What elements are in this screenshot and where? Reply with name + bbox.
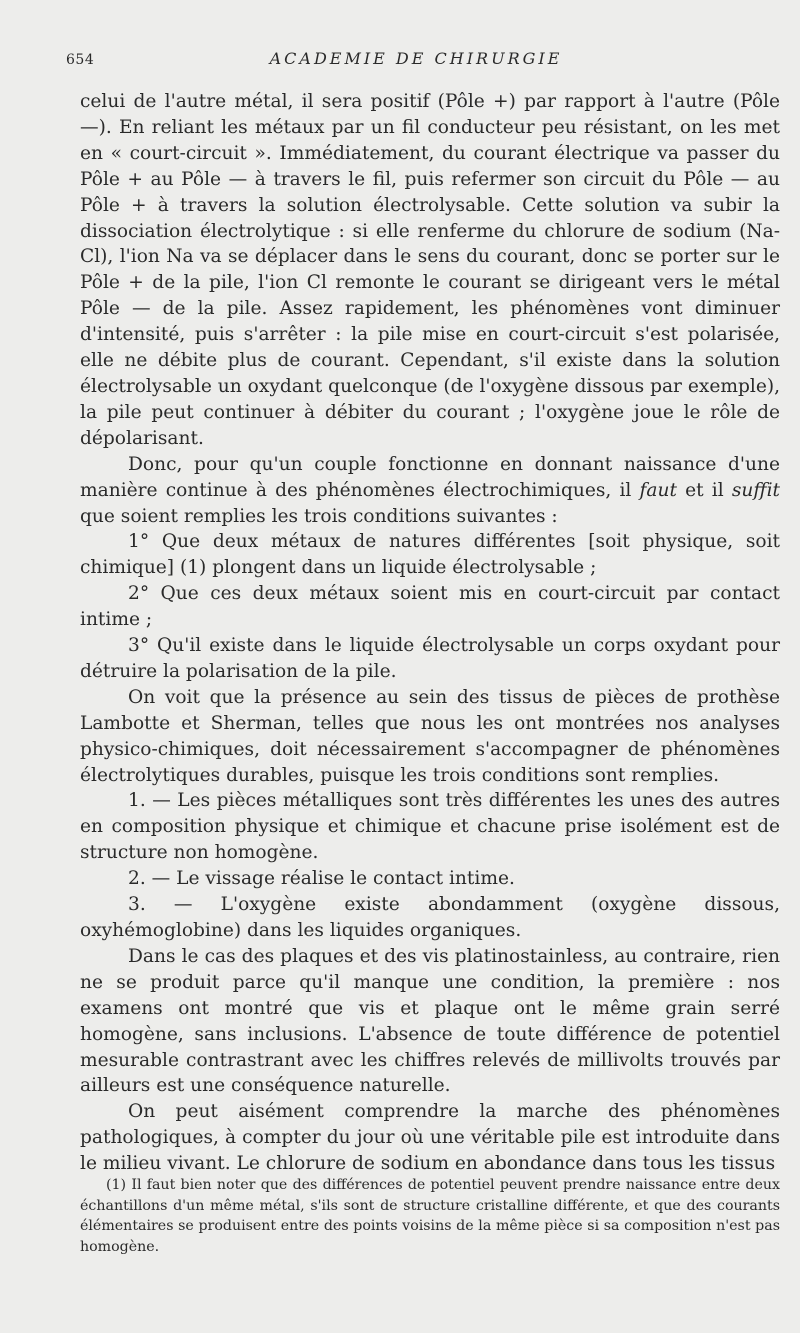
footnotes: [80, 1175, 780, 1257]
point-1: 1. — Les pièces métalliques sont très différentes les unes des autres en composition physique et chimique et chacune prise isolément est de structure non homogène.: [80, 790, 780, 864]
paragraph-text: que soient remplies les trois conditions suivantes :: [80, 505, 558, 527]
body-text: [80, 89, 780, 1177]
point-3: 3. — L'oxygène existe abondamment (oxygène dissous, oxyhémoglobine) dans les liquides organiques.: [80, 894, 780, 941]
condition-2: 2° Que ces deux métaux soient mis en court-circuit par contact intime ;: [80, 583, 780, 631]
page-header: [66, 49, 766, 71]
paragraph-intro: celui de l'autre métal, il sera positif (Pôle +) par rapport à l'autre (Pôle —). En reliant les métaux par un fil conducteur peu résistant, on les met en « court-circuit ». Immédiatement, du courant électrique va passer du Pôle + au Pôle — à travers le fil, puis refermer son circuit du Pôle — au Pôle + à travers la solution électrolysable. Cette solution va subir la dissociation électrolytique : si elle renferme du chlorure de sodium (Na-Cl), l'ion Na va se déplacer dans le sens du courant, donc se porter sur le Pôle + de la pile, l'ion Cl remonte le courant se dirigeant vers le métal Pôle — de la pile. Assez rapidement, les phénomènes vont diminuer d'intensité, puis s'arrêter : la pile mise en court-circuit s'est polarisée, elle ne débite plus de courant. Cependant, s'il existe dans la solution électrolysable un oxydant quelconque (de l'oxygène dissous par exemple), la pile peut continuer à débiter du courant ; l'oxygène joue le rôle de dépolarisant.: [80, 91, 780, 449]
footnote-1: (1) Il faut bien noter que des différences de potentiel peuvent prendre naissance entre deux échantillons d'un même métal, s'ils sont de structure cristalline différente, et que des courants élémentaires se produisent entre des points voisins de la même pièce si sa composition n'est pas homogène.: [80, 1177, 780, 1255]
paragraph-text: et il: [676, 479, 732, 501]
emphasis-suffit: suffit: [731, 479, 780, 501]
emphasis-faut: faut: [639, 479, 677, 501]
paragraph-prosthesis: On voit que la présence au sein des tissus de pièces de prothèse Lambotte et Sherman, telles que nous les ont montrées nos analyses physico-chimiques, doit nécessairement s'accompagner de phénomènes électrolytiques durables, puisque les trois conditions sont remplies.: [80, 686, 780, 786]
paragraph-pathology: On peut aisément comprendre la marche des phénomènes pathologiques, à compter du jour où une véritable pile est introduite dans le milieu vivant. Le chlorure de sodium en abondance dans tous les tissus: [80, 1101, 780, 1175]
point-2: 2. — Le vissage réalise le contact intime.: [128, 868, 515, 890]
paragraph-text: Donc, pour qu'un couple fonctionne en donnant naissance d'une manière continue à des phénomènes électrochimiques, il: [80, 453, 780, 501]
paragraph-conditions-intro: [80, 452, 780, 530]
page-number: 654: [66, 52, 95, 68]
condition-3: 3° Qu'il existe dans le liquide électrolysable un corps oxydant pour détruire la polarisation de la pile.: [80, 635, 780, 682]
running-title: ACADEMIE DE CHIRURGIE: [269, 49, 563, 68]
condition-1: 1° Que deux métaux de natures différentes [soit physique, soit chimique] (1) plongent dans un liquide électrolysable ;: [80, 531, 780, 579]
paragraph-platinostainless: Dans le cas des plaques et des vis platinostainless, au contraire, rien ne se produit parce qu'il manque une condition, la première : nos examens ont montré que vis et plaque ont le même grain serré homogène, sans inclusions. L'absence de toute différence de potentiel mesurable contrastrant avec les chiffres relevés de millivolts trouvés par ailleurs est une conséquence naturelle.: [80, 945, 780, 1097]
